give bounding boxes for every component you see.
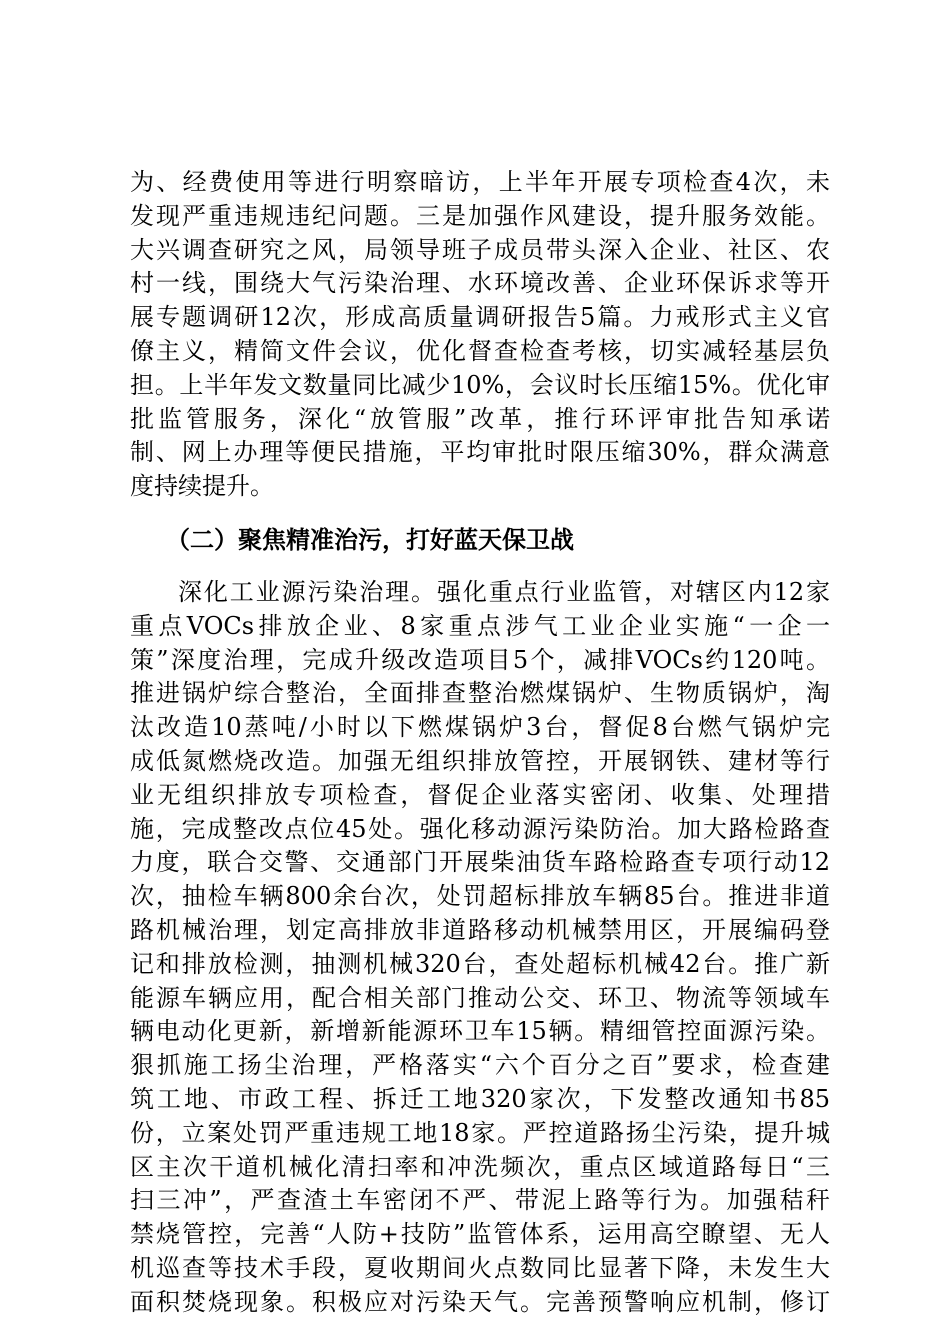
text-line: 辆电动化更新，新增新能源环卫车15辆。精细管控面源污染。 [130, 1017, 830, 1046]
text-line: 施，完成整改点位45处。强化移动源污染防治。加大路检路查 [130, 814, 830, 843]
text-line: 能源车辆应用，配合相关部门推动公交、环卫、物流等领域车 [130, 983, 830, 1012]
text-line: 制、网上办理等便民措施，平均审批时限压缩30%，群众满意 [130, 438, 830, 467]
text-line: 批监管服务，深化“放管服”改革，推行环评审批告知承诺 [130, 404, 830, 433]
text-line: 度持续提升。 [130, 472, 274, 501]
text-line: 为、经费使用等进行明察暗访，上半年开展专项检查4次，未 [130, 168, 830, 196]
text-line: 次，抽检车辆800余台次，处罚超标排放车辆85台。推进非道 [130, 882, 830, 911]
text-line: 重点VOCs排放企业、8家重点涉气工业企业实施“一企一 [130, 611, 830, 640]
paragraph-1 [130, 166, 830, 504]
text-line: 记和排放检测，抽测机械320台，查处超标机械42台。推广新 [130, 949, 830, 978]
text-line: 成低氮燃烧改造。加强无组织排放管控，开展钢铁、建材等行 [130, 746, 830, 775]
text-line: 展专题调研12次，形成高质量调研报告5篇。力戒形式主义官 [130, 303, 830, 332]
text-line: 发现严重违规违纪问题。三是加强作风建设，提升服务效能。 [130, 201, 830, 230]
document-body [130, 166, 830, 1320]
text-line: 汰改造10蒸吨/小时以下燃煤锅炉3台，督促8台燃气锅炉完 [130, 713, 830, 742]
text-line: 深化工业源污染治理。强化重点行业监管，对辖区内12家 [178, 577, 830, 606]
text-line: 担。上半年发文数量同比减少10%，会议时长压缩15%。优化审 [130, 370, 830, 399]
text-line: 大兴调查研究之风，局领导班子成员带头深入企业、社区、农 [130, 235, 830, 264]
text-line: 力度，联合交警、交通部门开展柴油货车路检路查专项行动12 [130, 848, 830, 877]
text-line: 推进锅炉综合整治，全面排查整治燃煤锅炉、生物质锅炉，淘 [130, 679, 830, 708]
text-line: 禁烧管控，完善“人防+技防”监管体系，运用高空瞭望、无人 [130, 1220, 830, 1249]
section-heading: （二）聚焦精准治污，打好蓝天保卫战 [166, 525, 574, 554]
text-line: 业无组织排放专项检查，督促企业落实密闭、收集、处理措 [130, 780, 830, 809]
text-line: 路机械治理，划定高排放非道路移动机械禁用区，开展编码登 [130, 915, 830, 944]
text-line: 村一线，围绕大气污染治理、水环境改善、企业环保诉求等开 [130, 269, 830, 298]
text-line: 机巡查等技术手段，夏收期间火点数同比显著下降，未发生大 [130, 1253, 830, 1282]
text-line: 僚主义，精简文件会议，优化督查检查考核，切实减轻基层负 [130, 336, 830, 365]
text-line: 面积焚烧现象。积极应对污染天气。完善预警响应机制，修订 [130, 1287, 830, 1316]
text-line: 区主次干道机械化清扫率和冲洗频次，重点区域道路每日“三 [130, 1152, 830, 1181]
text-line: 策”深度治理，完成升级改造项目5个，减排VOCs约120吨。 [130, 645, 830, 674]
text-line: 筑工地、市政工程、拆迁工地320家次，下发整改通知书85 [130, 1084, 830, 1113]
text-line: 扫三冲”，严查渣土车密闭不严、带泥上路等行为。加强秸秆 [130, 1186, 830, 1215]
text-line: 份，立案处罚严重违规工地18家。严控道路扬尘污染，提升城 [130, 1118, 830, 1147]
text-line: 狠抓施工扬尘治理，严格落实“六个百分之百”要求，检查建 [130, 1051, 830, 1080]
paragraph-2 [130, 576, 830, 1320]
